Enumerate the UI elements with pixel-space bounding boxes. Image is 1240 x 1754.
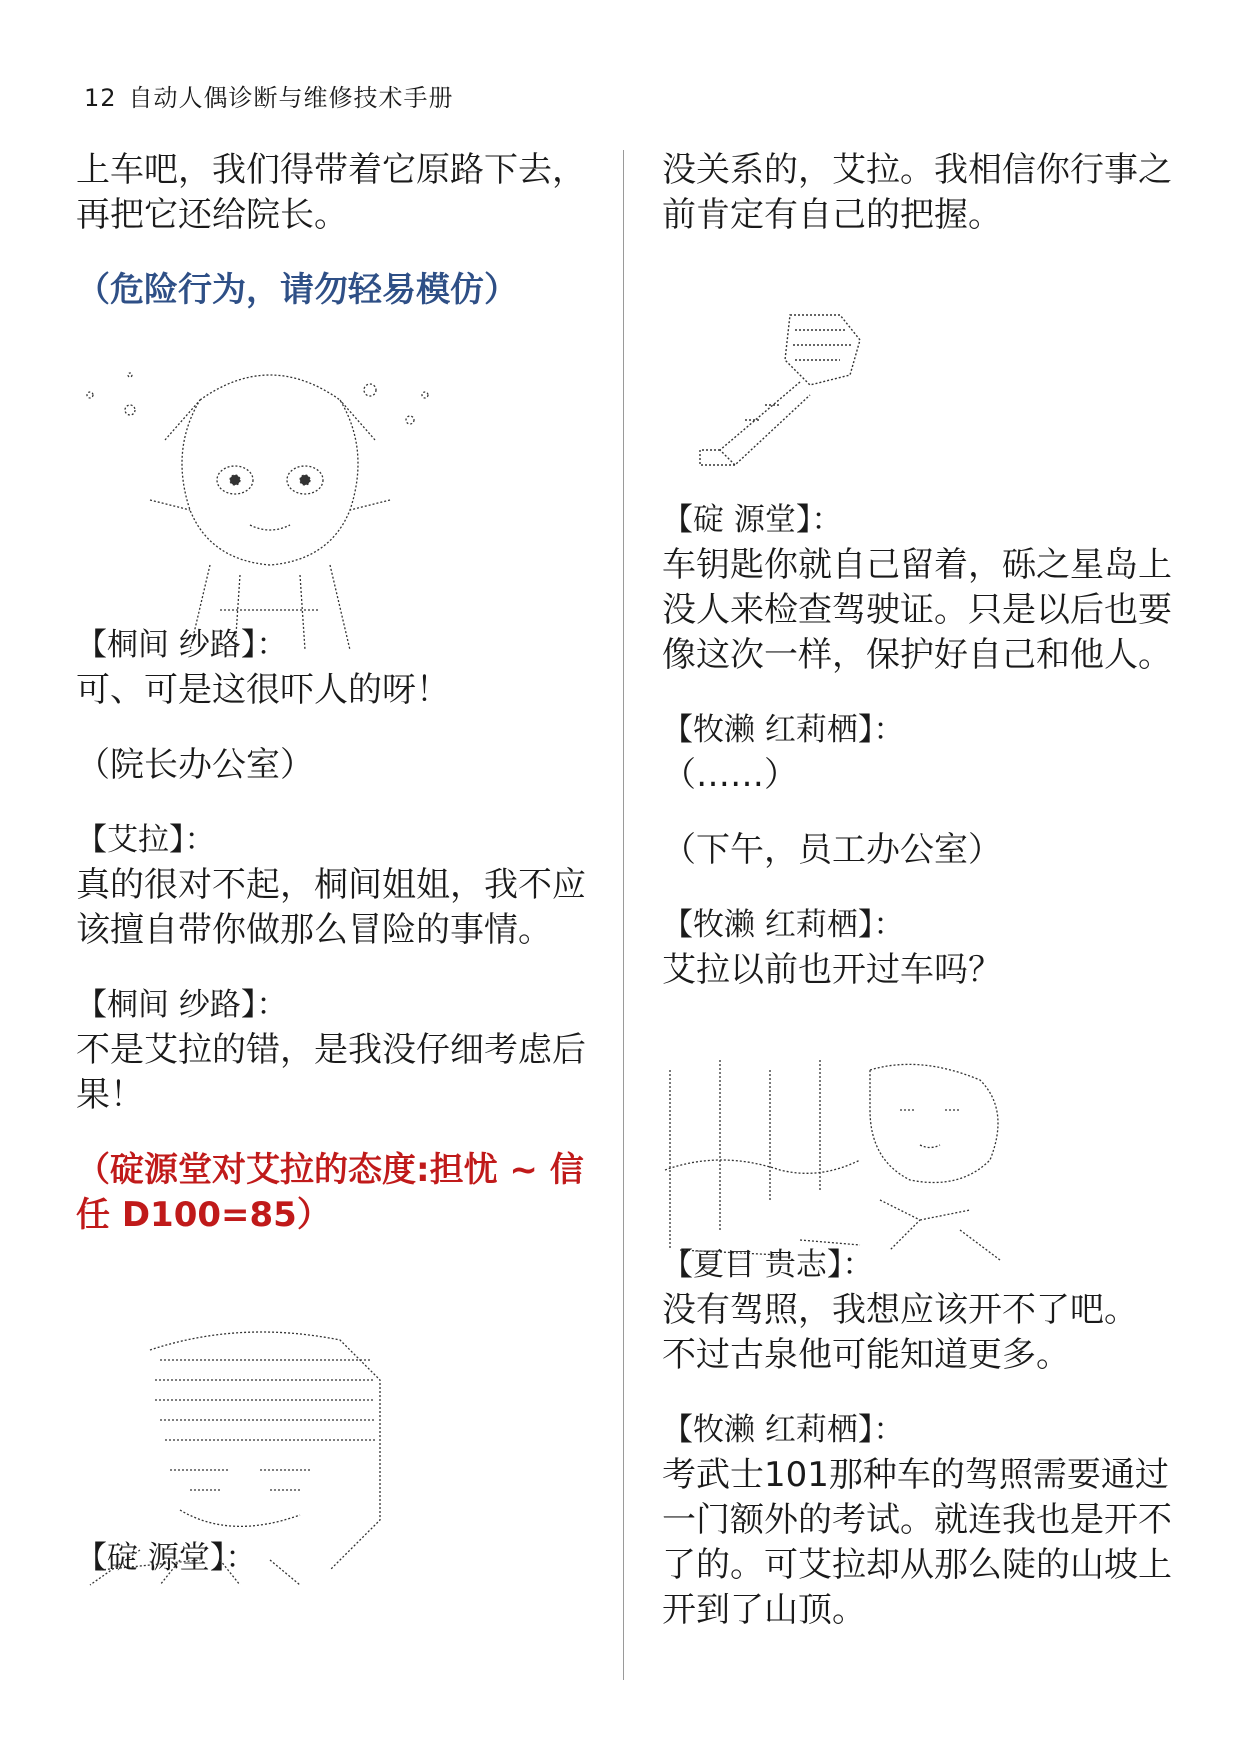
dialogue-line: 没有驾照，我想应该开不了吧。 [662,1290,1138,1330]
dialogue-line: （……） [662,755,798,795]
speaker-label: 【牧濑 红莉栖】： [662,712,905,748]
dialogue-line: 车钥匙你就自己留着，砾之星岛上 [662,545,1172,585]
column-divider [623,150,624,1680]
dialogue-line: 真的很对不起，桐间姐姐，我不应 [76,865,586,905]
dialogue-line: 前肯定有自己的把握。 [662,195,1002,235]
dialogue-line: 一门额外的考试。就连我也是开不 [662,1500,1172,1540]
dialogue-line: 不是艾拉的错，是我没仔细考虑后 [76,1030,586,1070]
dialogue-line: 考武士101那种车的驾照需要通过 [662,1455,1169,1495]
left-column [76,148,606,1581]
dialogue-line: 可、可是这很吓人的呀！ [76,670,450,710]
dialogue-line: 了的。可艾拉却从那么陡的山坡上 [662,1545,1172,1585]
speaker-label: 【牧濑 红莉栖】： [662,907,905,943]
dialogue-line: 开到了山顶。 [662,1590,866,1630]
scene-note: （院长办公室） [76,745,314,785]
dialogue-line: 果！ [76,1075,144,1115]
text-line: 再把它还给院长。 [76,195,348,235]
dialogue-line: 没关系的，艾拉。我相信你行事之 [662,150,1172,190]
dialogue-line: 像这次一样，保护好自己和他人。 [662,635,1172,675]
dialogue-line: 该擅自带你做那么冒险的事情。 [76,910,552,950]
dialogue-line: 不过古泉他可能知道更多。 [662,1335,1070,1375]
dialogue-line: 没人来检查驾驶证。只是以后也要 [662,590,1172,630]
right-column [662,148,1182,1633]
speaker-label: 【桐间 纱路】： [76,987,288,1023]
dice-roll-note: （碇源堂对艾拉的态度:担忧 ~ 信 [76,1150,584,1190]
text-line: 上车吧，我们得带着它原路下去， [76,150,586,190]
dice-roll-note: 任 D100=85） [76,1195,331,1235]
speaker-label: 【碇 源堂】： [76,1540,257,1576]
page-number: 12 [84,84,117,112]
page-header [84,78,454,113]
scene-note: （下午，员工办公室） [662,830,1002,870]
book-title: 自动人偶诊断与维修技术手册 [128,84,454,112]
warning-note: （危险行为，请勿轻易模仿） [76,270,518,310]
speaker-label: 【桐间 纱路】： [76,627,288,663]
speaker-label: 【牧濑 红莉栖】： [662,1412,905,1448]
speaker-label: 【艾拉】： [76,822,216,858]
speaker-label: 【夏目 贵志】： [662,1247,874,1283]
dialogue-line: 艾拉以前也开过车吗？ [662,950,1002,990]
speaker-label: 【碇 源堂】： [662,502,843,538]
